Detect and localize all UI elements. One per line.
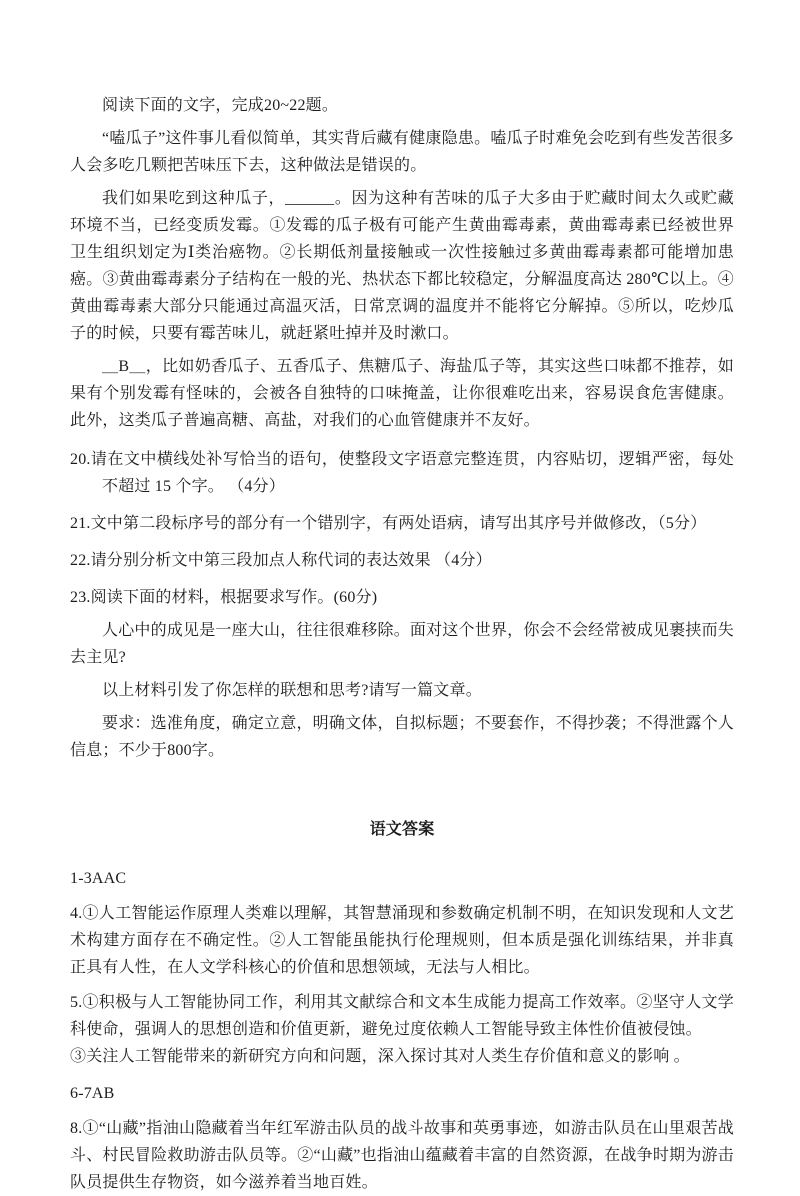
reading-instruction: 阅读下面的文字，完成20~22题。 [102,97,339,114]
question-21: 21.文中第二段标序号的部分有一个错别字，有两处语病，请写出其序号并做修改，（5分） [70,515,707,532]
answer-6-7: 6-7AB [70,1085,115,1102]
answer-1-3: 1-3AAC [70,870,127,887]
answer-8: 8.①“山藏”指油山隐藏着当年红军游击队员的战斗故事和英勇事迹，如游击队员在山里艰苦战斗、村民冒险救助游击队员等。②“山藏”也指油山蕴藏着丰富的自然资源，在战争时期为游击队员提供生存物资，如今滋养着当地百姓。 [70,1120,734,1191]
answer-4: 4.①人工智能运作原理人类难以理解，其智慧涌现和参数确定机制不明，在知识发现和人文艺术构建方面存在不确定性。②人工智能虽能执行伦理规则，但本质是强化训练结果，并非真正具有人性，在人文学科核心的价值和思想领域，无法与人相比。 [70,905,734,976]
answer-5a: 5.①积极与人工智能协同工作，利用其文献综合和文本生成能力提高工作效率。②坚守人文学科使命，强调人的思想创造和价值更新，避免过度依赖人工智能导致主体性价值被侵蚀。 [70,994,734,1038]
essay-material: 人心中的成见是一座大山，往往很难移除。面对这个世界，你会不会经常被成见裹挟而失去主见? [70,622,734,666]
answers-title: 语文答案 [369,821,435,838]
passage-para-1: “嗑瓜子”这件事儿看似简单，其实背后藏有健康隐患。嗑瓜子时难免会吃到有些发苦很多人会多吃几颗把苦味压下去，这种做法是错误的。 [70,130,734,174]
essay-requirements: 要求：选准角度，确定立意，明确文体，自拟标题；不要套作，不得抄袭；不得泄露个人信息；不少于800字。 [70,715,734,759]
essay-prompt: 以上材料引发了你怎样的联想和思考?请写一篇文章。 [102,682,482,699]
answer-5b: ③关注人工智能带来的新研究方向和问题，深入探讨其对人类生存价值和意义的影响 。 [70,1048,690,1065]
passage-para-2: 我们如果吃到这种瓜子，______。因为这种有苦味的瓜子大多由于贮藏时间太久或贮藏环境不当，已经变质发霉。①发霉的瓜子极有可能产生黄曲霉毒素，黄曲霉毒素已经被世界卫生组织划定为Ⅰ类治癌物。②长期低剂量接触或一次性接触过多黄曲霉毒素都可能增加患癌。③黄曲霉毒素分子结构在一般的光、热状态下都比较稳定，分解温度高达 280℃以上。④黄曲霉毒素大部分只能通过高温灭活，日常烹调的温度并不能将它分解掉。⑤所以，吃炒瓜子的时候，只要有霉苦味儿，就赶紧吐掉并及时漱口。 [70,190,734,342]
question-20: 20.请在文中横线处补写恰当的语句，使整段文字语意完整连贯，内容贴切，逻辑严密，每处不超过 15 个字。 （4分） [70,451,734,495]
passage-para-3: ＿B＿，比如奶香瓜子、五香瓜子、焦糖瓜子、海盐瓜子等，其实这些口味都不推荐，如果有个别发霉有怪味的，会被各自独特的口味掩盖，让你很难吃出来，容易误食危害健康。此外，这类瓜子普遍高糖、高盐，对我们的心血管健康并不友好。 [70,358,734,429]
question-23: 23.阅读下面的材料，根据要求写作。(60分) [70,589,378,606]
question-22: 22.请分别分析文中第三段加点人称代词的表达效果 （4分） [70,552,492,569]
